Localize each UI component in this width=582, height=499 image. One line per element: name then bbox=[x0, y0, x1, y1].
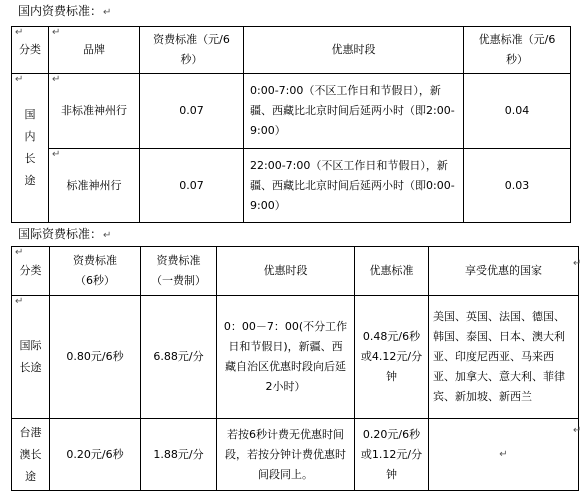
international-rate6-cell: 0.20元/6秒 bbox=[50, 419, 141, 491]
international-period-cell: 若按6秒计费无优惠时间段，若按分钟计费优惠时间段同上。 bbox=[217, 419, 355, 491]
domestic-brand-cell: ↵ 非标准神州行 bbox=[49, 74, 140, 149]
international-heading-text: 国际资费标准： bbox=[18, 227, 103, 241]
international-header-countries: 享受优惠的国家 bbox=[429, 247, 579, 296]
international-category-cell: ↵ 国际长途 bbox=[12, 296, 50, 419]
domestic-discount-cell: 0.03 bbox=[464, 149, 571, 223]
domestic-header-period: 优惠时段 bbox=[244, 27, 464, 74]
international-header-rate6: 资费标准（6秒） bbox=[50, 247, 141, 296]
international-rate6-cell: 0.80元/6秒 bbox=[50, 296, 141, 419]
domestic-heading-text: 国内资费标准： bbox=[18, 4, 103, 18]
international-category-cell: 台港澳长途 bbox=[12, 419, 50, 491]
paragraph-mark-icon: ↵ bbox=[573, 258, 582, 269]
international-heading bbox=[18, 227, 111, 243]
international-rate-table bbox=[11, 246, 582, 491]
international-header-row bbox=[12, 247, 579, 296]
international-countries-cell: 美国、英国、法国、德国、韩国、泰国、日本、澳大利亚、印度尼西亚、马来西亚、加拿大、意大利、菲律宾、新加坡、新西兰 bbox=[429, 296, 579, 419]
domestic-heading bbox=[18, 4, 111, 20]
domestic-period-cell: 0:00-7:00（不区工作日和节假日），新疆、西藏比北京时间后延两小时（即2:00-9:00） bbox=[244, 74, 464, 149]
domestic-rate-table bbox=[11, 26, 571, 223]
international-period-cell: 0：00－7：00(不分工作日和节假日)，新疆、西藏自治区优惠时段向后延2小时） bbox=[217, 296, 355, 419]
international-row-1 bbox=[12, 296, 579, 419]
paragraph-mark-icon: ↵ bbox=[573, 425, 582, 436]
paragraph-mark-icon: ↵ bbox=[499, 449, 508, 460]
international-discount-cell: 0.48元/6秒或4.12元/分钟 bbox=[355, 296, 429, 419]
international-header-discount: 优惠标准 bbox=[355, 247, 429, 296]
international-header-period: 优惠时段 bbox=[217, 247, 355, 296]
international-rate-flat-cell: 6.88元/分 bbox=[141, 296, 217, 419]
international-header-rate-flat: 资费标准（一费制） bbox=[141, 247, 217, 296]
domestic-rate-cell: 0.07 bbox=[140, 149, 244, 223]
domestic-period-cell: 22:00-7:00（不区工作日和节假日），新疆、西藏比北京时间后延两小时（即0:00-9:00） bbox=[244, 149, 464, 223]
domestic-header-row bbox=[12, 27, 571, 74]
domestic-header-category: ↵ 分类 bbox=[12, 27, 49, 74]
domestic-discount-cell: 0.04 bbox=[464, 74, 571, 149]
domestic-header-rate: 资费标准（元/6秒） bbox=[140, 27, 244, 74]
domestic-brand-cell: ↵ 标准神州行 bbox=[49, 149, 140, 223]
international-countries-cell bbox=[429, 419, 582, 491]
international-row-2 bbox=[12, 419, 579, 491]
paragraph-mark-icon: ↵ bbox=[103, 7, 112, 18]
paragraph-mark-icon: ↵ bbox=[103, 230, 112, 241]
domestic-header-brand: ↵ 品牌 bbox=[49, 27, 140, 74]
international-discount-cell: 0.20元/6秒或1.12元/分钟 bbox=[355, 419, 429, 491]
international-rate-flat-cell: 1.88元/分 bbox=[141, 419, 217, 491]
international-header-category: ↵ 分类 bbox=[12, 247, 50, 296]
domestic-row-1 bbox=[12, 74, 571, 149]
domestic-rate-cell: 0.07 bbox=[140, 74, 244, 149]
domestic-header-discount: 优惠标准（元/6秒） bbox=[464, 27, 571, 74]
domestic-category-cell: ↵ 国内长途 bbox=[12, 74, 49, 223]
domestic-row-2 bbox=[12, 149, 571, 223]
